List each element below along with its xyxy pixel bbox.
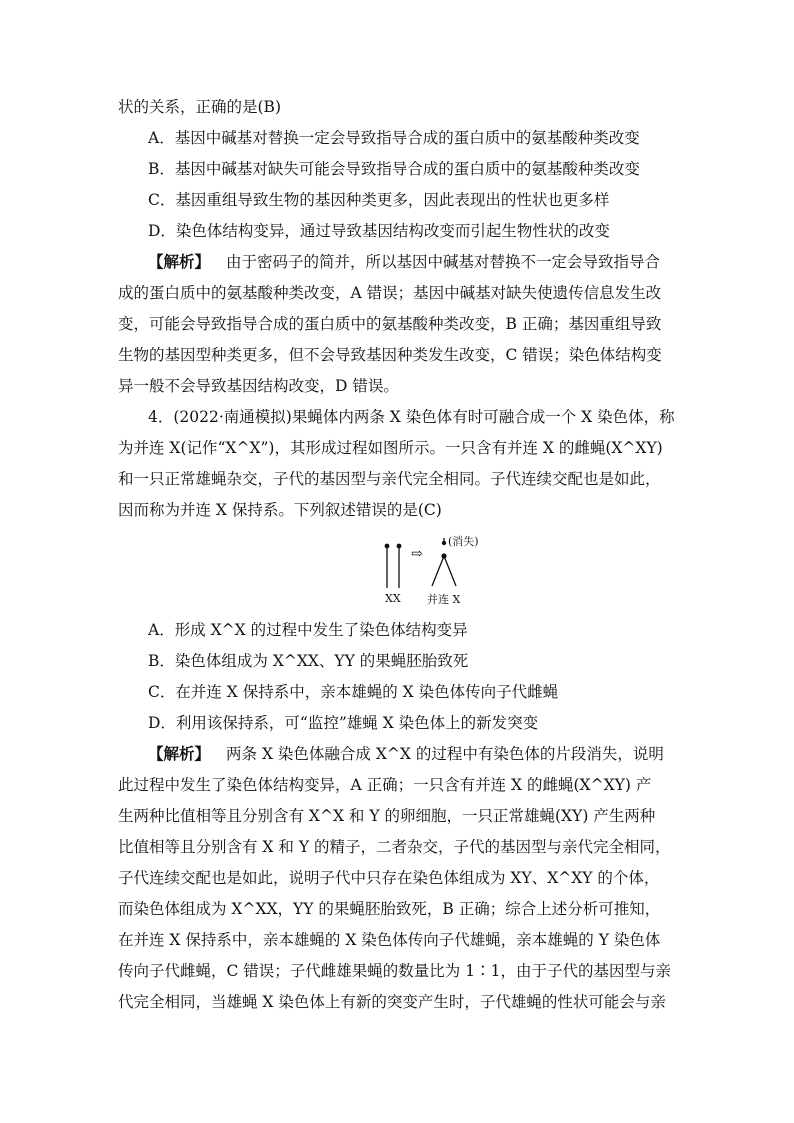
- centromere-icon: [442, 541, 446, 545]
- text-line: 此过程中发生了染色体结构变异，A 正确；一只含有并连 X 的雌蝇(X^XY) 产: [118, 776, 652, 794]
- xx-label: XX: [385, 592, 401, 605]
- text-line: 生两种比值相等且分别含有 X^X 和 Y 的卵细胞，一只正常雄蝇(XY) 产生两种: [118, 807, 656, 825]
- arrow-icon: ⇨: [411, 546, 423, 562]
- fused-arm-right: [444, 556, 456, 586]
- option-c: C．基因重组导致生物的基因种类更多，因此表现出的性状也更多样: [148, 191, 610, 209]
- text-line: 为并连 X(记作“X^X”)，其形成过程如图所示。一只含有并连 X 的雌蝇(X^XY): [118, 439, 663, 457]
- option-a: A．基因中碱基对替换一定会导致指导合成的蛋白质中的氨基酸种类改变: [148, 129, 640, 147]
- text-line: 异一般不会导致基因结构改变，D 错误。: [118, 377, 399, 395]
- question-4-stem: 4．(2022·南通模拟)果蝇体内两条 X 染色体有时可融合成一个 X 染色体，称: [148, 408, 675, 426]
- text-line: 和一只正常雄蝇杂交，子代的基因型与亲代完全相同。子代连续交配也是如此，: [118, 470, 661, 488]
- option-b: B．染色体组成为 X^XX、YY 的果蝇胚胎致死: [148, 652, 469, 670]
- text-line: 变，可能会导致指导合成的蛋白质中的氨基酸种类改变，B 正确；基因重组导致: [118, 315, 662, 333]
- analysis-tag: 【解析】: [148, 744, 211, 763]
- analysis-text: 由于密码子的简并，所以基因中碱基对替换不一定会导致指导合: [226, 253, 661, 271]
- option-d: D．染色体结构变异，通过导致基因结构改变而引起生物性状的改变: [148, 222, 610, 240]
- option-c: C．在并连 X 保持系中，亲本雄蝇的 X 染色体传向子代雌蝇: [148, 683, 559, 701]
- option-b: B．基因中碱基对缺失可能会导致指导合成的蛋白质中的氨基酸种类改变: [148, 160, 640, 178]
- text-line: 成的蛋白质中的氨基酸种类改变，A 错误；基因中碱基对缺失使遗传信息发生改: [118, 284, 662, 302]
- centromere-icon: [385, 544, 390, 549]
- text-line: 生物的基因型种类更多，但不会导致基因种类发生改变，C 错误；染色体结构变: [118, 346, 662, 364]
- analysis-line: [148, 252, 660, 272]
- text-line: 传向子代雌蝇，C 错误；子代雌雄果蝇的数量比为 1∶1，由于子代的基因型与亲: [118, 962, 671, 980]
- text-line: 因而称为并连 X 保持系。下列叙述错误的是(C): [118, 501, 442, 519]
- text-line: 代完全相同，当雄蝇 X 染色体上有新的突变产生时，子代雄蝇的性状可能会与亲: [118, 993, 666, 1011]
- text-line: 子代连续交配也是如此，说明子代中只存在染色体组成为 XY、X^XY 的个体，: [118, 869, 660, 887]
- analysis-text: 两条 X 染色体融合成 X^X 的过程中有染色体的片段消失，说明: [226, 745, 664, 763]
- option-a: A．形成 X^X 的过程中发生了染色体结构变异: [148, 621, 468, 639]
- text-line: 状的关系，正确的是(B): [118, 98, 281, 116]
- lost-label: (消失): [448, 535, 479, 548]
- centromere-icon: [397, 544, 402, 549]
- chromosome-fusion-figure: [378, 536, 488, 608]
- fused-arm-left: [432, 556, 444, 586]
- analysis-tag: 【解析】: [148, 252, 211, 271]
- text-line: 在并连 X 保持系中，亲本雄蝇的 X 染色体传向子代雄蝇，亲本雄蝇的 Y 染色体: [118, 931, 661, 949]
- option-d: D．利用该保持系，可“监控”雄蝇 X 染色体上的新发突变: [148, 714, 539, 732]
- text-line: 比值相等且分别含有 X 和 Y 的精子，二者杂交，子代的基因型与亲代完全相同，: [118, 838, 671, 856]
- analysis-line: [148, 744, 664, 764]
- text-line: 而染色体组成为 X^XX，YY 的果蝇胚胎致死，B 正确；综合上述分析可推知，: [118, 900, 661, 918]
- attached-x-label: 并连 X: [427, 593, 461, 606]
